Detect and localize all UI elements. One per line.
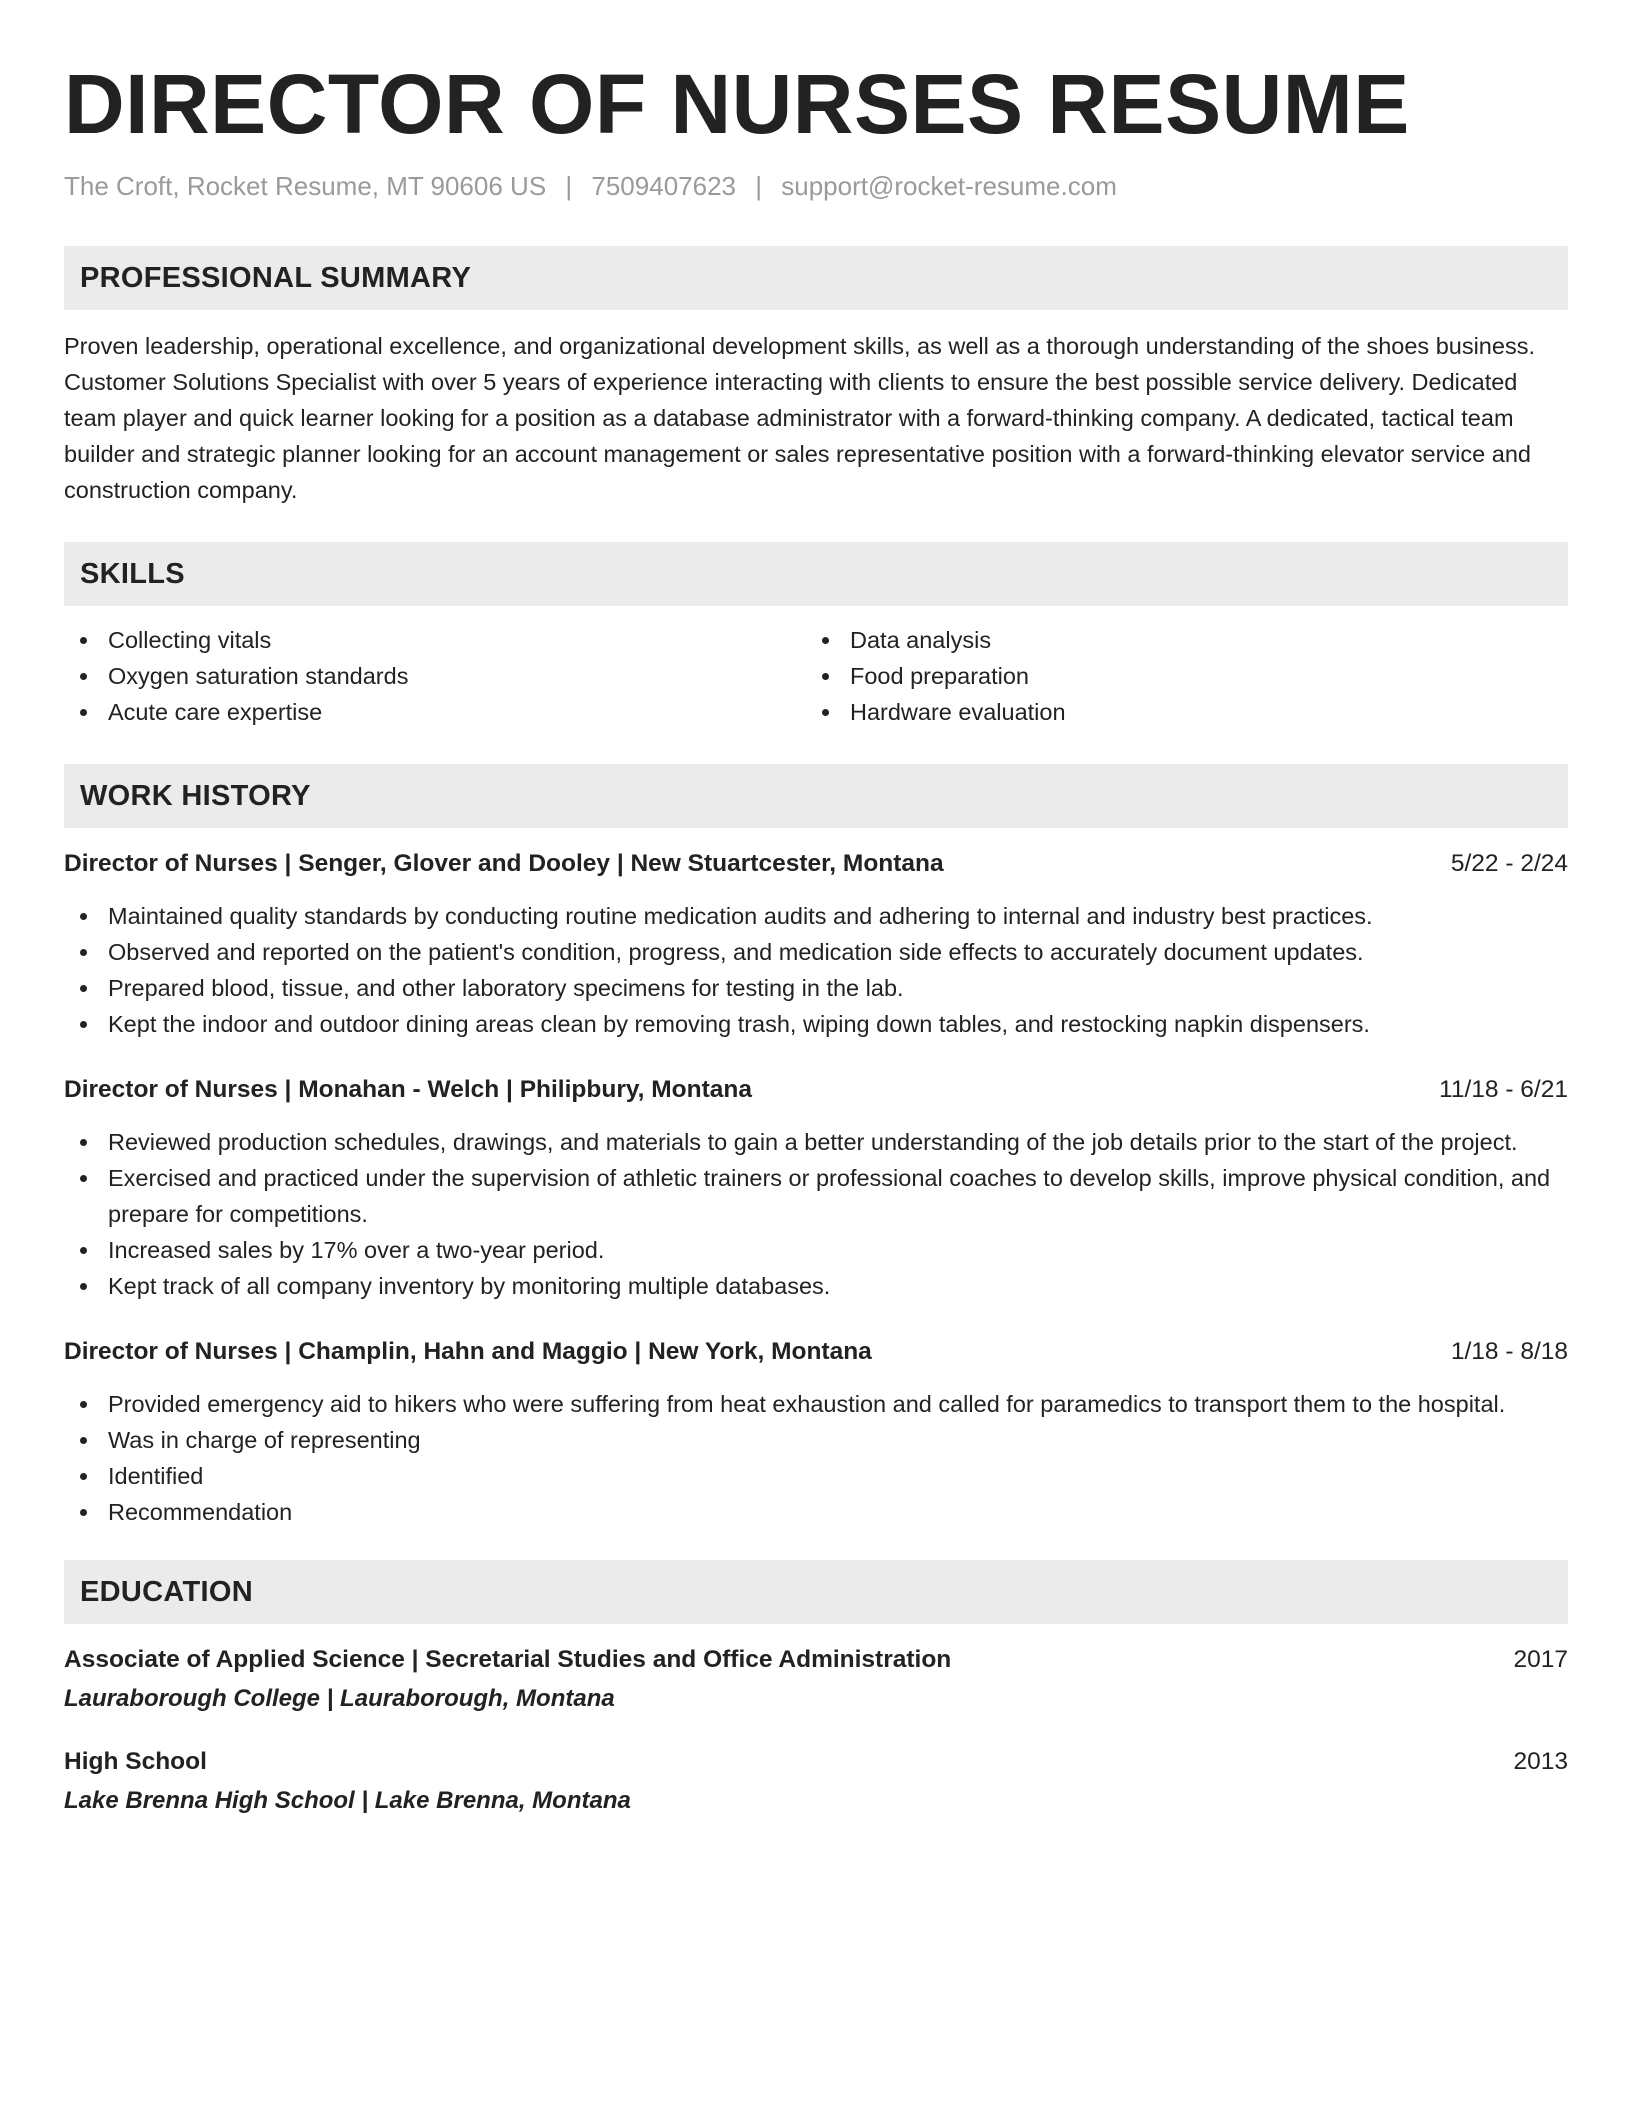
job-bullets xyxy=(64,1124,1568,1304)
contact-separator: | xyxy=(565,171,573,201)
job-bullet: Recommendation xyxy=(64,1494,1568,1530)
skill-item: Oxygen saturation standards xyxy=(64,658,806,694)
job-bullet: Observed and reported on the patient's condition, progress, and medication side effects to accurately document updates. xyxy=(64,934,1568,970)
job-bullet: Kept track of all company inventory by monitoring multiple databases. xyxy=(64,1268,1568,1304)
job-bullet: Maintained quality standards by conducting routine medication audits and adhering to internal and industry best practices. xyxy=(64,898,1568,934)
job-bullets xyxy=(64,1386,1568,1530)
summary-text: Proven leadership, operational excellence, and organizational development skills, as well as a thorough understanding of the shoes business. Customer Solutions Specialist with over 5 years of experience interacting with clients to ensure the best possible service delivery. Dedicated team player and quick learner looking for a position as a database administrator with a forward-thinking company. A dedicated, tactical team builder and strategic planner looking for an account management or sales representative position with a forward-thinking elevator service and construction company. xyxy=(64,333,1535,503)
education-entry xyxy=(64,1642,1568,1716)
job-title: Director of Nurses | Senger, Glover and Dooley | New Stuartcester, Montana xyxy=(64,850,944,877)
education-year: 2013 xyxy=(1513,1748,1568,1775)
section-header-summary: PROFESSIONAL SUMMARY xyxy=(64,246,1568,310)
job-dates: 11/18 - 6/21 xyxy=(1439,1076,1568,1103)
contact-separator: | xyxy=(755,171,762,201)
job-bullet: Provided emergency aid to hikers who were suffering from heat exhaustion and called for paramedics to transport them to the hospital. xyxy=(64,1386,1568,1422)
education-school: Lauraborough College | Lauraborough, Montana xyxy=(64,1685,615,1712)
contact-address: The Croft, Rocket Resume, MT 90606 US xyxy=(64,171,547,201)
job-dates: 5/22 - 2/24 xyxy=(1450,850,1568,877)
education-school: Lake Brenna High School | Lake Brenna, Montana xyxy=(64,1787,631,1814)
job-bullet: Exercised and practiced under the supervision of athletic trainers or professional coaches to develop skills, improve physical condition, and prepare for competitions. xyxy=(64,1160,1568,1232)
education-degree: Associate of Applied Science | Secretarial Studies and Office Administration xyxy=(64,1646,952,1673)
education-heading xyxy=(64,1744,1568,1780)
skill-item: Data analysis xyxy=(806,622,1548,658)
job-title: Director of Nurses | Champlin, Hahn and Maggio | New York, Montana xyxy=(64,1338,872,1365)
skill-item: Hardware evaluation xyxy=(806,694,1548,730)
section-header-work-history: WORK HISTORY xyxy=(64,764,1568,828)
contact-line xyxy=(64,168,1568,204)
resume-title: DIRECTOR OF NURSES RESUME xyxy=(64,57,1410,151)
job-heading xyxy=(64,1072,1568,1108)
job-bullet: Kept the indoor and outdoor dining areas clean by removing trash, wiping down tables, and restocking napkin dispensers. xyxy=(64,1006,1568,1042)
job-bullet: Prepared blood, tissue, and other laboratory specimens for testing in the lab. xyxy=(64,970,1568,1006)
education-degree: High School xyxy=(64,1748,207,1775)
skill-item: Food preparation xyxy=(806,658,1548,694)
job-entry xyxy=(64,846,1568,1042)
skills-column-left xyxy=(64,622,806,730)
job-heading xyxy=(64,846,1568,882)
job-entry xyxy=(64,1334,1568,1530)
job-bullet: Increased sales by 17% over a two-year period. xyxy=(64,1232,1568,1268)
contact-email: support@rocket-resume.com xyxy=(781,171,1117,201)
skills-column-right xyxy=(806,622,1548,730)
contact-phone: 7509407623 xyxy=(591,171,736,201)
section-header-skills: SKILLS xyxy=(64,542,1568,606)
job-entry xyxy=(64,1072,1568,1304)
job-title: Director of Nurses | Monahan - Welch | Philipbury, Montana xyxy=(64,1076,752,1103)
job-dates: 1/18 - 8/18 xyxy=(1450,1338,1568,1365)
skill-item: Collecting vitals xyxy=(64,622,806,658)
job-bullets xyxy=(64,898,1568,1042)
education-entry xyxy=(64,1744,1568,1818)
job-heading xyxy=(64,1334,1568,1370)
skill-item: Acute care expertise xyxy=(64,694,806,730)
job-bullet: Was in charge of representing xyxy=(64,1422,1568,1458)
job-bullet: Identified xyxy=(64,1458,1568,1494)
education-year: 2017 xyxy=(1513,1646,1568,1673)
job-bullet: Reviewed production schedules, drawings, and materials to gain a better understanding of the job details prior to the start of the project. xyxy=(64,1124,1568,1160)
section-header-education: EDUCATION xyxy=(64,1560,1568,1624)
education-heading xyxy=(64,1642,1568,1678)
skills-list xyxy=(64,622,1568,730)
